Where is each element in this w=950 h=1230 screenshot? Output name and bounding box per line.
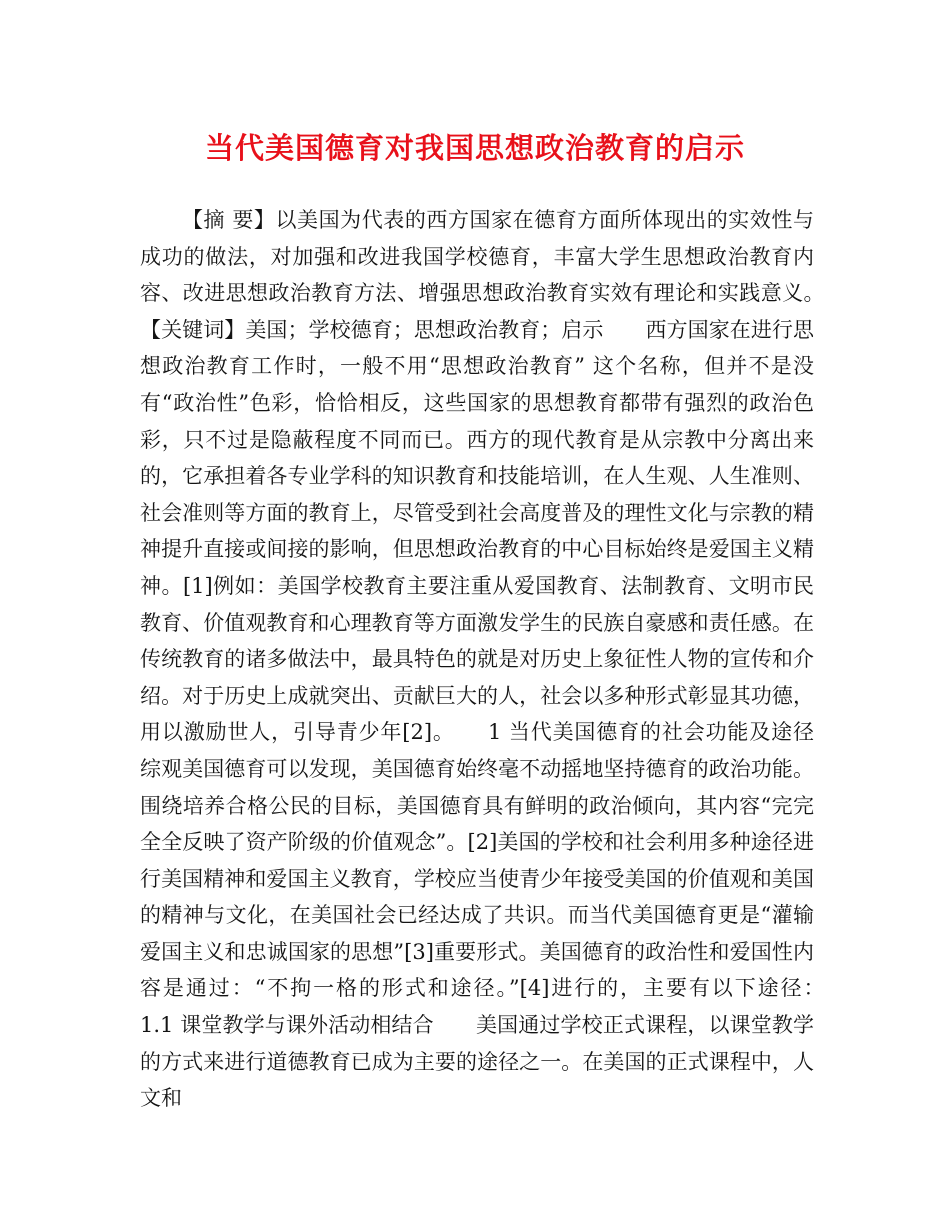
document-title: 当代美国德育对我国思想政治教育的启示 — [204, 131, 745, 165]
document-body-text: 【摘 要】以美国为代表的西方国家在德育方面所体现出的实效性与成功的做法，对加强和改进我国学校德育，丰富大学生思想政治教育内容、改进思想政治教育方法、增强思想政治教育实效有理论和实践意义。 【关键词】美国；学校德育；思想政治教育；启示 西方国家在进行思想政治教育工作时，一般不用“思想政治教育” 这个名称，但并不是没有“政治性”色彩，恰恰相反，这些国家的思想教育都带有强烈的政治色彩，只不过是隐蔽程度不同而已。西方的现代教育是从宗教中分离出来的，它承担着各专业学科的知识教育和技能培训，在人生观、人生准则、社会准则等方面的教育上，尽管受到社会高度普及的理性文化与宗教的精神提升直接或间接的影响，但思想政治教育的中心目标始终是爱国主义精神。[1]例如：美国学校教育主要注重从爱国教育、法制教育、文明市民教育、价值观教育和心理教育等方面激发学生的民族自豪感和责任感。在传统教育的诸多做法中，最具特色的就是对历史上象征性人物的宣传和介绍。对于历史上成就突出、贡献巨大的人，社会以多种形式彰显其功德，用以激励世人，引导青少年[2]。 1 当代美国德育的社会功能及途径 综观美国德育可以发现，美国德育始终毫不动摇地坚持德育的政治功能。围绕培养合格公民的目标，美国德育具有鲜明的政治倾向，其内容“完完全全反映了资产阶级的价值观念”。[2]美国的学校和社会利用多种途径进行美国精神和爱国主义教育，学校应当使青少年接受美国的价值观和美国的精神与文化，在美国社会已经达成了共识。而当代美国德育更是“灌输爱国主义和忠诚国家的思想”[3]重要形式。美国德育的政治性和爱国性内容是通过：“不拘一格的形式和途径。”[4]进行的，主要有以下途径： 1.1 课堂教学与课外活动相结合 美国通过学校正式课程，以课堂教学的方式来进行道德教育已成为主要的途径之一。在美国的正式课程中，人文和 — [140, 208, 856, 1111]
